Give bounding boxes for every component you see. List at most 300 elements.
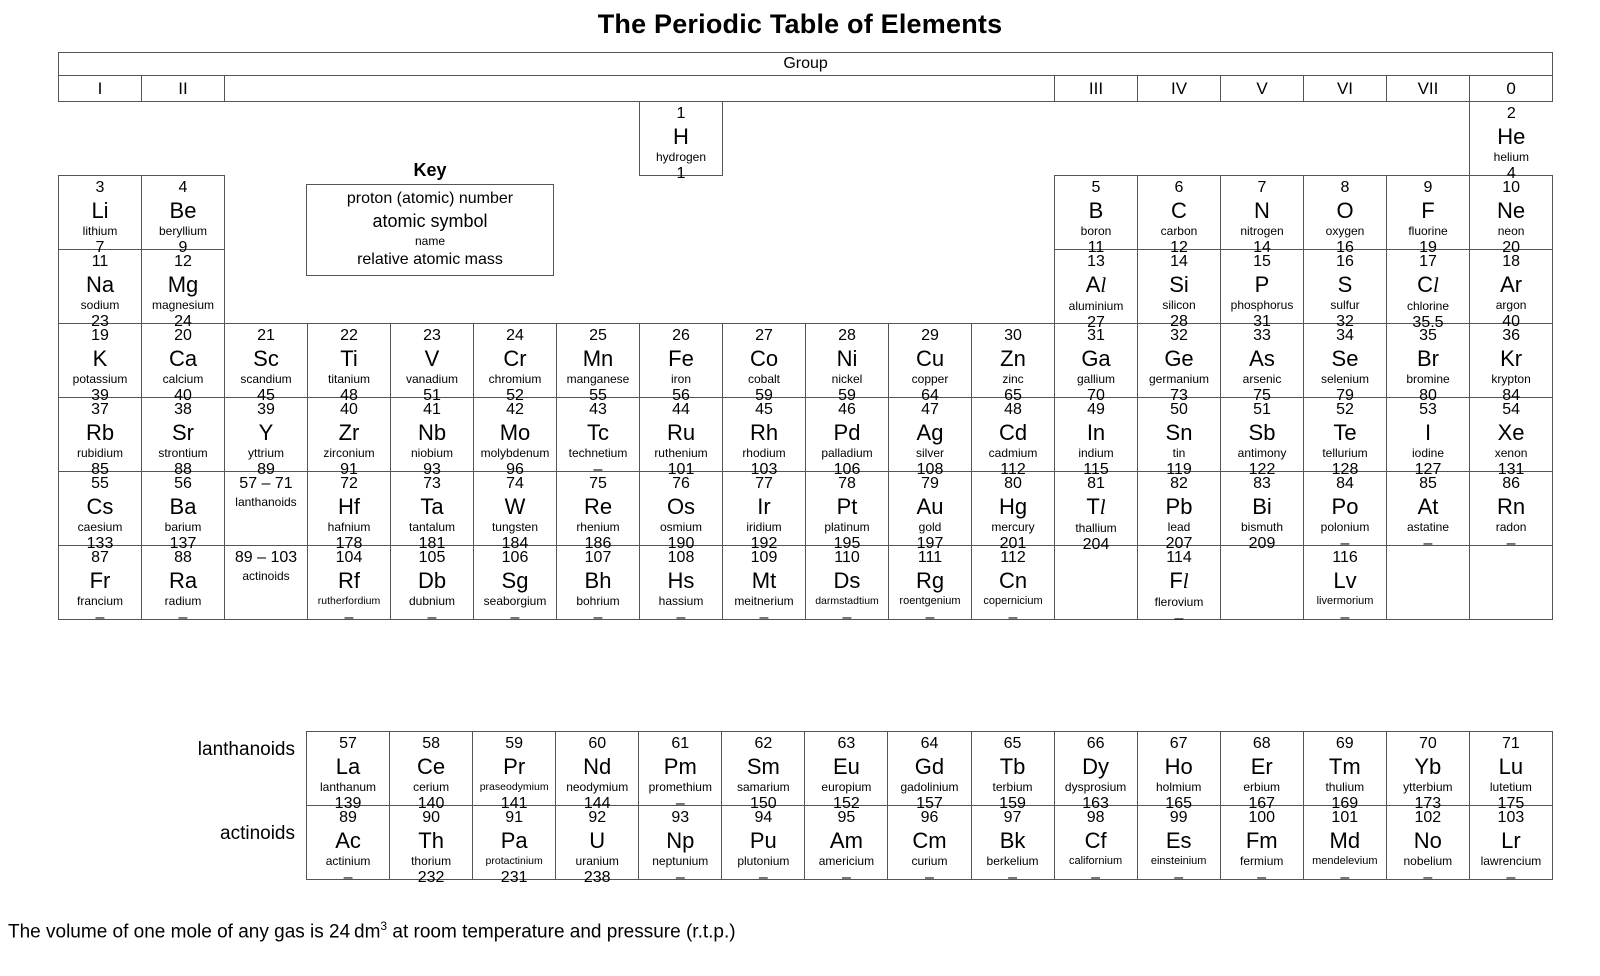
group-header-0: 0 <box>1470 76 1553 102</box>
element-cell-au[interactable] <box>889 472 971 552</box>
cell-pa[interactable] <box>473 806 556 886</box>
range-cell-actinoids[interactable] <box>225 546 307 619</box>
cell-cl[interactable] <box>1387 250 1470 331</box>
element-cell-pt[interactable] <box>806 472 888 552</box>
element-cell-xe[interactable] <box>1470 398 1552 478</box>
cell-ge[interactable] <box>1138 324 1221 404</box>
element-cell-se[interactable] <box>1304 324 1386 404</box>
cell-sg[interactable] <box>474 546 557 626</box>
relative-atomic-mass: – <box>1423 869 1433 886</box>
element-cell-o[interactable] <box>1304 176 1386 256</box>
element-cell-rh[interactable] <box>723 398 805 478</box>
cell-rh[interactable] <box>723 398 806 478</box>
proton-number: 82 <box>1170 475 1188 492</box>
cell-lu[interactable] <box>1469 732 1552 812</box>
element-cell-nb[interactable] <box>391 398 473 478</box>
cell-te[interactable] <box>1304 398 1387 478</box>
element-cell-yb[interactable] <box>1387 732 1469 812</box>
element-cell-pa[interactable] <box>473 806 555 886</box>
cell-pm[interactable] <box>639 732 722 812</box>
cell-cr[interactable] <box>474 324 557 404</box>
proton-number: 21 <box>257 327 275 344</box>
cell-v[interactable] <box>391 324 474 404</box>
cell-br[interactable] <box>1387 324 1470 404</box>
relative-atomic-mass: 181 <box>418 535 446 552</box>
element-cell-bi[interactable] <box>1221 472 1303 552</box>
cell-w[interactable] <box>474 472 557 552</box>
cell-tb[interactable] <box>971 732 1054 812</box>
cell-pd[interactable] <box>806 398 889 478</box>
element-cell-er[interactable] <box>1221 732 1303 812</box>
element-cell-tm[interactable] <box>1304 732 1386 812</box>
relative-atomic-mass: – <box>675 869 685 886</box>
cell-fl[interactable] <box>1138 546 1221 627</box>
relative-atomic-mass: 167 <box>1248 795 1276 812</box>
element-cell-hs[interactable] <box>640 546 722 626</box>
element-cell-rn[interactable] <box>1470 472 1552 552</box>
cell-ne[interactable] <box>1470 176 1553 256</box>
element-name: bismuth <box>1240 520 1284 534</box>
element-cell-la[interactable] <box>307 732 389 812</box>
element-cell-sm[interactable] <box>722 732 804 812</box>
element-cell-be[interactable] <box>142 176 224 256</box>
cell-mo[interactable] <box>474 398 557 478</box>
element-cell-ge[interactable] <box>1138 324 1220 404</box>
proton-number: 47 <box>921 401 939 418</box>
element-cell-al[interactable] <box>1055 250 1137 331</box>
element-name: darmstadtium <box>815 595 879 607</box>
element-cell-u[interactable] <box>556 806 638 886</box>
cell-md[interactable] <box>1303 806 1386 886</box>
relative-atomic-mass: – <box>925 869 934 886</box>
cell-lanthanoid-range[interactable] <box>225 472 308 546</box>
proton-number: 67 <box>1169 735 1188 752</box>
relative-atomic-mass: 201 <box>999 535 1027 552</box>
proton-number: 96 <box>920 809 939 826</box>
cell-bh[interactable] <box>557 546 640 626</box>
element-cell-ga[interactable] <box>1055 324 1137 404</box>
molar-volume-footnote <box>8 919 736 943</box>
cell-es[interactable] <box>1137 806 1220 886</box>
element-cell-ds[interactable] <box>806 546 888 626</box>
relative-atomic-mass: 89 <box>257 461 275 478</box>
cell-fm[interactable] <box>1220 806 1303 886</box>
atomic-symbol: Ni <box>836 346 858 371</box>
relative-atomic-mass: – <box>841 869 851 886</box>
cell-n[interactable] <box>1221 176 1304 256</box>
cell-pb[interactable] <box>1138 472 1221 552</box>
cell-ag[interactable] <box>889 398 972 478</box>
cell-np[interactable] <box>639 806 722 886</box>
element-cell-ac[interactable] <box>307 806 389 886</box>
proton-number: 63 <box>837 735 856 752</box>
element-cell-na[interactable] <box>59 250 141 330</box>
proton-number: 13 <box>1087 253 1105 270</box>
element-cell-cm[interactable] <box>888 806 970 886</box>
element-cell-he[interactable] <box>1470 102 1553 182</box>
element-name: yttrium <box>248 446 284 460</box>
element-name: ruthenium <box>654 446 708 460</box>
periodic-table-fblock <box>306 731 1553 886</box>
cell-db[interactable] <box>391 546 474 626</box>
atomic-symbol: B <box>1088 198 1104 223</box>
atomic-symbol: Cs <box>86 494 114 519</box>
proton-number: 1 <box>676 105 686 122</box>
cell-na[interactable] <box>59 250 142 330</box>
cell-yb[interactable] <box>1386 732 1469 812</box>
element-cell-co[interactable] <box>723 324 805 404</box>
cell-mt[interactable] <box>723 546 806 626</box>
element-cell-as[interactable] <box>1221 324 1303 404</box>
cell-cu[interactable] <box>889 324 972 404</box>
cell-tm[interactable] <box>1303 732 1386 812</box>
cell-nd[interactable] <box>556 732 639 812</box>
element-cell-p[interactable] <box>1221 250 1303 330</box>
cell-rg[interactable] <box>889 546 972 626</box>
cell-rb[interactable] <box>59 398 142 478</box>
cell-as[interactable] <box>1221 324 1304 404</box>
cell-dy[interactable] <box>1054 732 1137 812</box>
cell-re[interactable] <box>557 472 640 552</box>
cell-hf[interactable] <box>308 472 391 552</box>
cell-y[interactable] <box>225 398 308 478</box>
element-cell-cn[interactable] <box>972 546 1054 626</box>
periodic-row-period-1 <box>59 102 1553 176</box>
relative-atomic-mass: 11 <box>1087 239 1105 256</box>
cell-am[interactable] <box>805 806 888 886</box>
cell-ac[interactable] <box>307 806 390 886</box>
proton-number: 14 <box>1170 253 1188 270</box>
cell-co[interactable] <box>723 324 806 404</box>
element-cell-md[interactable] <box>1304 806 1386 886</box>
cell-b[interactable] <box>1055 176 1138 256</box>
element-cell-ba[interactable] <box>142 472 224 552</box>
element-cell-fr[interactable] <box>59 546 141 626</box>
cell-er[interactable] <box>1220 732 1303 812</box>
cell-be[interactable] <box>142 176 225 256</box>
cell-no[interactable] <box>1386 806 1469 886</box>
element-cell-bh[interactable] <box>557 546 639 626</box>
element-cell-rb[interactable] <box>59 398 141 478</box>
element-cell-rf[interactable] <box>308 546 390 626</box>
element-cell-tl[interactable] <box>1055 472 1137 553</box>
relative-atomic-mass: 152 <box>833 795 860 812</box>
cell-au[interactable] <box>889 472 972 552</box>
cell-h[interactable] <box>640 102 723 182</box>
cell-xe[interactable] <box>1470 398 1553 478</box>
element-cell-sg[interactable] <box>474 546 556 626</box>
cell-cs[interactable] <box>59 472 142 552</box>
element-cell-sb[interactable] <box>1221 398 1303 478</box>
element-name: lutetium <box>1489 780 1532 794</box>
cell-gd[interactable] <box>888 732 971 812</box>
element-cell-mg[interactable] <box>142 250 224 330</box>
cell-si[interactable] <box>1138 250 1221 330</box>
element-cell-pu[interactable] <box>722 806 804 886</box>
element-cell-s[interactable] <box>1304 250 1386 330</box>
cell-zn[interactable] <box>972 324 1055 404</box>
cell-tc[interactable] <box>557 398 640 478</box>
element-cell-h[interactable] <box>640 102 722 182</box>
element-cell-db[interactable] <box>391 546 473 626</box>
cell-s[interactable] <box>1304 250 1387 330</box>
cell-sb[interactable] <box>1221 398 1304 478</box>
element-name: aluminium <box>1068 299 1124 313</box>
element-name: polonium <box>1320 520 1370 534</box>
cell-u[interactable] <box>556 806 639 886</box>
element-name: tin <box>1172 446 1186 460</box>
relative-atomic-mass: 175 <box>1497 795 1525 812</box>
element-cell-ho[interactable] <box>1138 732 1220 812</box>
cell-ba[interactable] <box>142 472 225 552</box>
cell-th[interactable] <box>390 806 473 886</box>
cell-actinoid-range[interactable] <box>225 546 308 620</box>
proton-number: 29 <box>921 327 939 344</box>
proton-number: 10 <box>1502 179 1520 196</box>
element-cell-pm[interactable] <box>639 732 721 812</box>
element-cell-mt[interactable] <box>723 546 805 626</box>
cell-ho[interactable] <box>1137 732 1220 812</box>
proton-number: 77 <box>755 475 773 492</box>
element-cell-rg[interactable] <box>889 546 971 626</box>
element-cell-w[interactable] <box>474 472 556 552</box>
element-cell-zn[interactable] <box>972 324 1054 404</box>
element-cell-k[interactable] <box>59 324 141 404</box>
element-cell-c[interactable] <box>1138 176 1220 256</box>
cell-mg[interactable] <box>142 250 225 330</box>
range-label: lanthanoids <box>235 495 297 509</box>
element-cell-i[interactable] <box>1387 398 1469 478</box>
element-cell-mo[interactable] <box>474 398 556 478</box>
element-cell-tc[interactable] <box>557 398 639 478</box>
element-cell-mn[interactable] <box>557 324 639 404</box>
element-cell-pd[interactable] <box>806 398 888 478</box>
cell-ir[interactable] <box>723 472 806 552</box>
cell-bi[interactable] <box>1221 472 1304 552</box>
cell-o[interactable] <box>1304 176 1387 256</box>
relative-atomic-mass: 85 <box>91 461 109 478</box>
element-cell-n[interactable] <box>1221 176 1303 256</box>
cell-sc[interactable] <box>225 324 308 404</box>
cell-rn[interactable] <box>1470 472 1553 552</box>
element-cell-th[interactable] <box>390 806 472 886</box>
cell-i[interactable] <box>1387 398 1470 478</box>
element-cell-lr[interactable] <box>1470 806 1552 886</box>
element-cell-am[interactable] <box>805 806 887 886</box>
cell-ca[interactable] <box>142 324 225 404</box>
element-cell-pb[interactable] <box>1138 472 1220 552</box>
relative-atomic-mass: – <box>1423 535 1433 552</box>
element-cell-fe[interactable] <box>640 324 722 404</box>
element-cell-po[interactable] <box>1304 472 1386 552</box>
element-cell-sc[interactable] <box>225 324 307 404</box>
relative-atomic-mass: 195 <box>833 535 861 552</box>
cell-ti[interactable] <box>308 324 391 404</box>
element-cell-ca[interactable] <box>142 324 224 404</box>
proton-number: 46 <box>838 401 856 418</box>
element-cell-y[interactable] <box>225 398 307 478</box>
cell-li[interactable] <box>59 176 142 256</box>
cell-c[interactable] <box>1138 176 1221 256</box>
element-cell-sr[interactable] <box>142 398 224 478</box>
cell-cf[interactable] <box>1054 806 1137 886</box>
cell-k[interactable] <box>59 324 142 404</box>
element-cell-ra[interactable] <box>142 546 224 626</box>
element-cell-in[interactable] <box>1055 398 1137 478</box>
relative-atomic-mass: 7 <box>95 239 105 256</box>
element-cell-li[interactable] <box>59 176 141 256</box>
cell-la[interactable] <box>307 732 390 812</box>
cell-sr[interactable] <box>142 398 225 478</box>
cell-tl[interactable] <box>1055 472 1138 553</box>
cell-ru[interactable] <box>640 398 723 478</box>
element-cell-no[interactable] <box>1387 806 1469 886</box>
cell-os[interactable] <box>640 472 723 552</box>
relative-atomic-mass: – <box>842 609 852 626</box>
cell-cn[interactable] <box>972 546 1055 626</box>
relative-atomic-mass: – <box>925 609 935 626</box>
element-cell-hg[interactable] <box>972 472 1054 552</box>
element-cell-dy[interactable] <box>1055 732 1137 812</box>
element-cell-v[interactable] <box>391 324 473 404</box>
cell-mn[interactable] <box>557 324 640 404</box>
cell-se[interactable] <box>1304 324 1387 404</box>
element-cell-si[interactable] <box>1138 250 1220 330</box>
element-cell-cl[interactable] <box>1387 250 1469 331</box>
cell-lv[interactable] <box>1304 546 1387 626</box>
cell-pu[interactable] <box>722 806 805 886</box>
element-cell-nd[interactable] <box>556 732 638 812</box>
range-numbers: 57 – 71 <box>239 475 293 492</box>
element-cell-kr[interactable] <box>1470 324 1552 404</box>
element-cell-lv[interactable] <box>1304 546 1386 626</box>
cell-ta[interactable] <box>391 472 474 552</box>
element-cell-sn[interactable] <box>1138 398 1220 478</box>
cell-pt[interactable] <box>806 472 889 552</box>
element-cell-te[interactable] <box>1304 398 1386 478</box>
element-cell-ne[interactable] <box>1470 176 1552 256</box>
cell-lr[interactable] <box>1469 806 1552 886</box>
element-name: palladium <box>821 446 873 460</box>
cell-hg[interactable] <box>972 472 1055 552</box>
element-cell-es[interactable] <box>1138 806 1220 886</box>
element-cell-gd[interactable] <box>888 732 970 812</box>
cell-cd[interactable] <box>972 398 1055 478</box>
cell-nb[interactable] <box>391 398 474 478</box>
element-cell-eu[interactable] <box>805 732 887 812</box>
relative-atomic-mass: 20 <box>1502 239 1520 256</box>
cell-sm[interactable] <box>722 732 805 812</box>
proton-number: 87 <box>91 549 109 566</box>
relative-atomic-mass: 108 <box>916 461 944 478</box>
element-cell-os[interactable] <box>640 472 722 552</box>
element-cell-at[interactable] <box>1387 472 1469 552</box>
cell-fe[interactable] <box>640 324 723 404</box>
element-cell-fm[interactable] <box>1221 806 1303 886</box>
element-cell-zr[interactable] <box>308 398 390 478</box>
relative-atomic-mass: – <box>1340 869 1350 886</box>
cell-at[interactable] <box>1387 472 1470 552</box>
proton-number: 2 <box>1506 105 1516 122</box>
element-cell-pr[interactable] <box>473 732 555 812</box>
element-cell-br[interactable] <box>1387 324 1469 404</box>
cell-zr[interactable] <box>308 398 391 478</box>
cell-hs[interactable] <box>640 546 723 626</box>
element-cell-cs[interactable] <box>59 472 141 552</box>
cell-rf[interactable] <box>308 546 391 626</box>
proton-number: 90 <box>422 809 440 826</box>
cell-po[interactable] <box>1304 472 1387 552</box>
cell-ni[interactable] <box>806 324 889 404</box>
cell-p[interactable] <box>1221 250 1304 330</box>
cell-eu[interactable] <box>805 732 888 812</box>
cell-sn[interactable] <box>1138 398 1221 478</box>
element-cell-re[interactable] <box>557 472 639 552</box>
cell-kr[interactable] <box>1470 324 1553 404</box>
cell-ga[interactable] <box>1055 324 1138 404</box>
element-cell-lu[interactable] <box>1470 732 1552 812</box>
element-cell-b[interactable] <box>1055 176 1137 256</box>
element-cell-ni[interactable] <box>806 324 888 404</box>
relative-atomic-mass: – <box>1091 869 1101 886</box>
cell-f[interactable] <box>1387 176 1470 256</box>
cell-al[interactable] <box>1055 250 1138 331</box>
element-cell-hf[interactable] <box>308 472 390 552</box>
proton-number: 42 <box>506 401 524 418</box>
element-cell-ta[interactable] <box>391 472 473 552</box>
cell-ds[interactable] <box>806 546 889 626</box>
proton-number: 38 <box>174 401 192 418</box>
element-name: protactinium <box>485 855 543 867</box>
element-cell-bk[interactable] <box>972 806 1054 886</box>
element-name: magnesium <box>151 298 215 312</box>
cell-ra[interactable] <box>142 546 225 626</box>
range-cell-lanthanoids[interactable] <box>225 472 307 545</box>
cell-bk[interactable] <box>971 806 1054 886</box>
element-cell-ru[interactable] <box>640 398 722 478</box>
element-cell-ir[interactable] <box>723 472 805 552</box>
relative-atomic-mass: 128 <box>1331 461 1359 478</box>
cell-cm[interactable] <box>888 806 971 886</box>
cell-fr[interactable] <box>59 546 142 626</box>
element-cell-cr[interactable] <box>474 324 556 404</box>
element-cell-cu[interactable] <box>889 324 971 404</box>
element-cell-np[interactable] <box>639 806 721 886</box>
cell-he[interactable] <box>1470 102 1553 182</box>
element-cell-cf[interactable] <box>1055 806 1137 886</box>
element-cell-tb[interactable] <box>972 732 1054 812</box>
element-cell-f[interactable] <box>1387 176 1469 256</box>
element-cell-ti[interactable] <box>308 324 390 404</box>
cell-ar[interactable] <box>1470 250 1553 330</box>
element-cell-cd[interactable] <box>972 398 1054 478</box>
atomic-symbol: Be <box>169 198 197 223</box>
element-cell-ce[interactable] <box>390 732 472 812</box>
relative-atomic-mass: 48 <box>340 387 358 404</box>
relative-atomic-mass: 14 <box>1253 239 1271 256</box>
element-cell-fl[interactable] <box>1138 546 1220 627</box>
cell-in[interactable] <box>1055 398 1138 478</box>
element-cell-ag[interactable] <box>889 398 971 478</box>
element-name: einsteinium <box>1150 855 1207 867</box>
atomic-symbol: As <box>1249 346 1275 371</box>
atomic-symbol: Ca <box>168 346 198 371</box>
atomic-symbol: W <box>504 494 526 519</box>
element-cell-ar[interactable] <box>1470 250 1552 330</box>
relative-atomic-mass: 131 <box>1497 461 1525 478</box>
cell-pr[interactable] <box>473 732 556 812</box>
cell-ce[interactable] <box>390 732 473 812</box>
